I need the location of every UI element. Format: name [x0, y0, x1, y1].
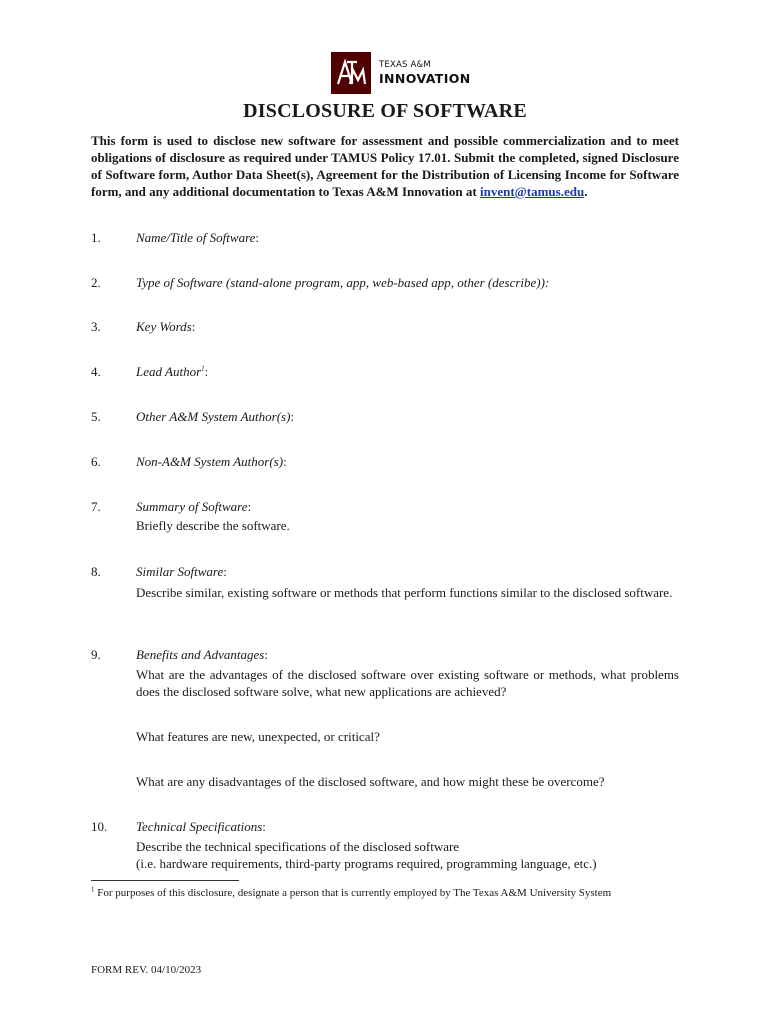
- atm-monogram-icon: [335, 58, 367, 88]
- footnote: [91, 885, 666, 901]
- item-description: Briefly describe the software.: [136, 518, 290, 533]
- item-number: 8.: [91, 564, 101, 579]
- item-number: 3.: [91, 319, 101, 334]
- logo-wordmark: [379, 61, 471, 85]
- item-label: Summary of Software:: [136, 499, 252, 514]
- item-description: What are the advantages of the disclosed software over existing software or methods, what problems does the disclosed software solve, what new applications are achieved?: [136, 667, 679, 699]
- item-number: 7.: [91, 499, 101, 514]
- item-number: 2.: [91, 275, 101, 290]
- intro-text: This form is used to disclose new software for assessment and possible commercialization and to meet obligations of disclosure as required under TAMUS Policy 17.01. Submit the completed, signed Disclosure of Software form, Author Data Sheet(s), Agreement for the Distribution of Licensing Income for Software form, and any additional documentation to Texas A&M Innovation at: [91, 133, 679, 199]
- texas-am-innovation-logo: [331, 52, 471, 94]
- item-number: 9.: [91, 647, 101, 662]
- item-label: Key Words:: [136, 319, 196, 334]
- item-label: Name/Title of Software:: [136, 230, 260, 245]
- form-revision: FORM REV. 04/10/2023: [91, 964, 202, 976]
- item-label: Other A&M System Author(s):: [136, 409, 295, 424]
- item-description: What are any disadvantages of the disclosed software, and how might these be overcome?: [136, 774, 605, 789]
- item-number: 6.: [91, 454, 101, 469]
- logo-name: INNOVATION: [379, 70, 471, 86]
- logo-subtitle: TEXAS A&M: [379, 60, 431, 70]
- item-label: Type of Software (stand-alone program, app, web-based app, other (describe)):: [136, 275, 550, 290]
- footnote-reference: 1: [201, 364, 205, 373]
- footnote-text: For purposes of this disclosure, designate a person that is currently employed by The Texas A&M University System: [94, 887, 612, 899]
- intro-paragraph: [91, 132, 679, 200]
- item-label: Lead Author$^1$:: [136, 364, 209, 379]
- item-label: Similar Software:: [136, 564, 227, 579]
- item-description: What features are new, unexpected, or critical?: [136, 729, 380, 744]
- item-number: 4.: [91, 364, 101, 379]
- item-number: 1.: [91, 230, 101, 245]
- item-label: Non-A&M System Author(s):: [136, 454, 287, 469]
- item-description: Describe similar, existing software or methods that perform functions similar to the disclosed software.: [136, 585, 673, 600]
- item-description: Describe the technical specifications of the disclosed software: [136, 839, 460, 854]
- item-label: Technical Specifications:: [136, 819, 266, 834]
- email-link[interactable]: invent@tamus.edu: [479, 184, 585, 199]
- footnote-divider: [91, 880, 239, 881]
- item-number: 5.: [91, 409, 101, 424]
- atm-logo-mark: [331, 52, 371, 94]
- intro-end: .: [584, 184, 588, 199]
- footnote-mark: 1: [91, 885, 95, 894]
- item-number: 10.: [91, 819, 108, 834]
- item-label: Benefits and Advantages:: [136, 647, 268, 662]
- item-description: (i.e. hardware requirements, third-party programs required, programming language, etc.): [136, 856, 597, 871]
- page-title: DISCLOSURE OF SOFTWARE: [243, 100, 527, 122]
